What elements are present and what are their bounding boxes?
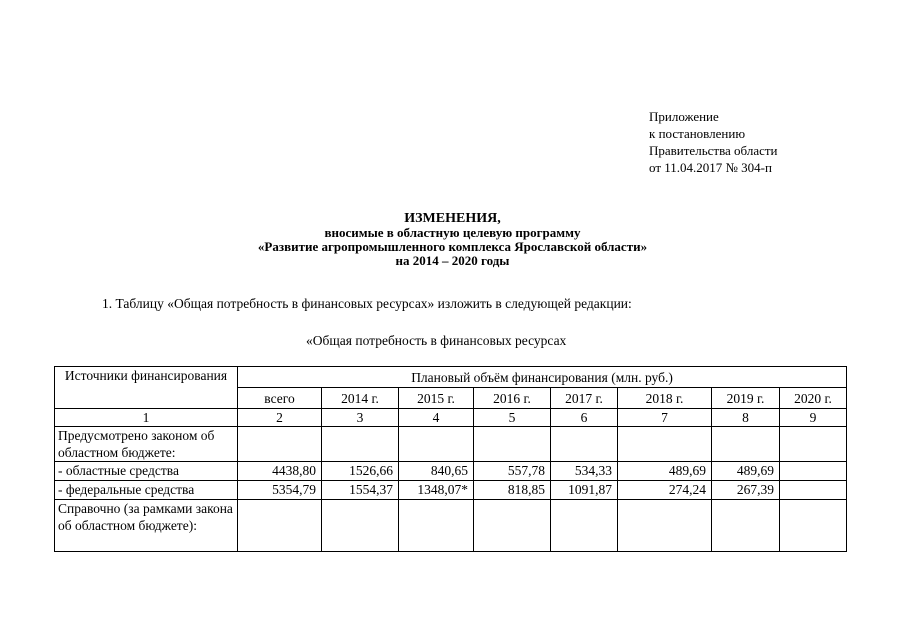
value-cell	[780, 500, 847, 552]
value-cell	[238, 427, 322, 462]
row-label: - областные средства	[55, 462, 238, 481]
column-number: 9	[780, 409, 847, 427]
instruction-paragraph: 1. Таблицу «Общая потребность в финансовых ресурсах» изложить в следующей редакции:	[102, 296, 632, 311]
value-cell: 274,24	[618, 481, 712, 500]
value-cell: 1526,66	[322, 462, 399, 481]
value-cell	[780, 481, 847, 500]
value-cell: 1091,87	[551, 481, 618, 500]
row-label: - федеральные средства	[55, 481, 238, 500]
value-cell	[238, 500, 322, 552]
value-cell	[780, 462, 847, 481]
appendix-line: Приложение	[649, 109, 719, 124]
column-number-row	[55, 409, 847, 427]
value-cell: 818,85	[474, 481, 551, 500]
column-header-2018: 2018 г.	[618, 388, 712, 409]
appendix-line: к постановлению	[649, 126, 746, 141]
table-row	[55, 462, 847, 481]
value-cell	[618, 427, 712, 462]
value-cell: 489,69	[712, 462, 780, 481]
table-row	[55, 427, 847, 462]
value-cell	[474, 427, 551, 462]
row-label: Справочно (за рамками закона об областном бюджете):	[55, 500, 238, 552]
row-label: Предусмотрено законом об областном бюджете:	[55, 427, 238, 462]
value-cell: 534,33	[551, 462, 618, 481]
column-header-2017: 2017 г.	[551, 388, 618, 409]
header-row	[55, 367, 847, 388]
column-number: 7	[618, 409, 712, 427]
table-caption: «Общая потребность в финансовых ресурсах	[306, 333, 567, 348]
document-title	[0, 212, 905, 268]
value-cell: 489,69	[618, 462, 712, 481]
title-program-name: «Развитие агропромышленного комплекса Ярославской области»	[257, 239, 648, 254]
plan-header-cell: Плановый объём финансирования (млн. руб.)	[238, 367, 847, 388]
column-header-2019: 2019 г.	[712, 388, 780, 409]
value-cell: 4438,80	[238, 462, 322, 481]
column-number: 5	[474, 409, 551, 427]
title-main: ИЗМЕНЕНИЯ,	[404, 211, 501, 226]
column-number: 8	[712, 409, 780, 427]
value-cell	[322, 427, 399, 462]
value-cell: 5354,79	[238, 481, 322, 500]
appendix-line: Правительства области	[649, 143, 778, 158]
financing-table	[54, 366, 847, 552]
value-cell	[551, 500, 618, 552]
table-row	[55, 500, 847, 552]
value-cell	[780, 427, 847, 462]
value-cell: 1554,37	[322, 481, 399, 500]
value-cell	[399, 500, 474, 552]
column-number: 1	[55, 409, 238, 427]
column-number: 2	[238, 409, 322, 427]
appendix-block	[649, 108, 778, 176]
value-cell: 840,65	[399, 462, 474, 481]
column-header-2016: 2016 г.	[474, 388, 551, 409]
table-row	[55, 481, 847, 500]
value-cell	[322, 500, 399, 552]
column-number: 6	[551, 409, 618, 427]
column-number: 4	[399, 409, 474, 427]
value-cell	[399, 427, 474, 462]
value-cell: 1348,07*	[399, 481, 474, 500]
value-cell	[618, 500, 712, 552]
column-number: 3	[322, 409, 399, 427]
column-header-2014: 2014 г.	[322, 388, 399, 409]
value-cell	[551, 427, 618, 462]
column-header-total: всего	[238, 388, 322, 409]
value-cell: 557,78	[474, 462, 551, 481]
value-cell	[712, 427, 780, 462]
source-header-cell: Источники финансирования	[55, 367, 238, 409]
value-cell	[712, 500, 780, 552]
title-line: вносимые в областную целевую программу	[324, 225, 581, 240]
value-cell	[474, 500, 551, 552]
value-cell: 267,39	[712, 481, 780, 500]
column-header-2020: 2020 г.	[780, 388, 847, 409]
column-header-2015: 2015 г.	[399, 388, 474, 409]
title-years: на 2014 – 2020 годы	[395, 253, 510, 268]
appendix-date-line: от 11.04.2017 № 304-п	[649, 160, 772, 175]
